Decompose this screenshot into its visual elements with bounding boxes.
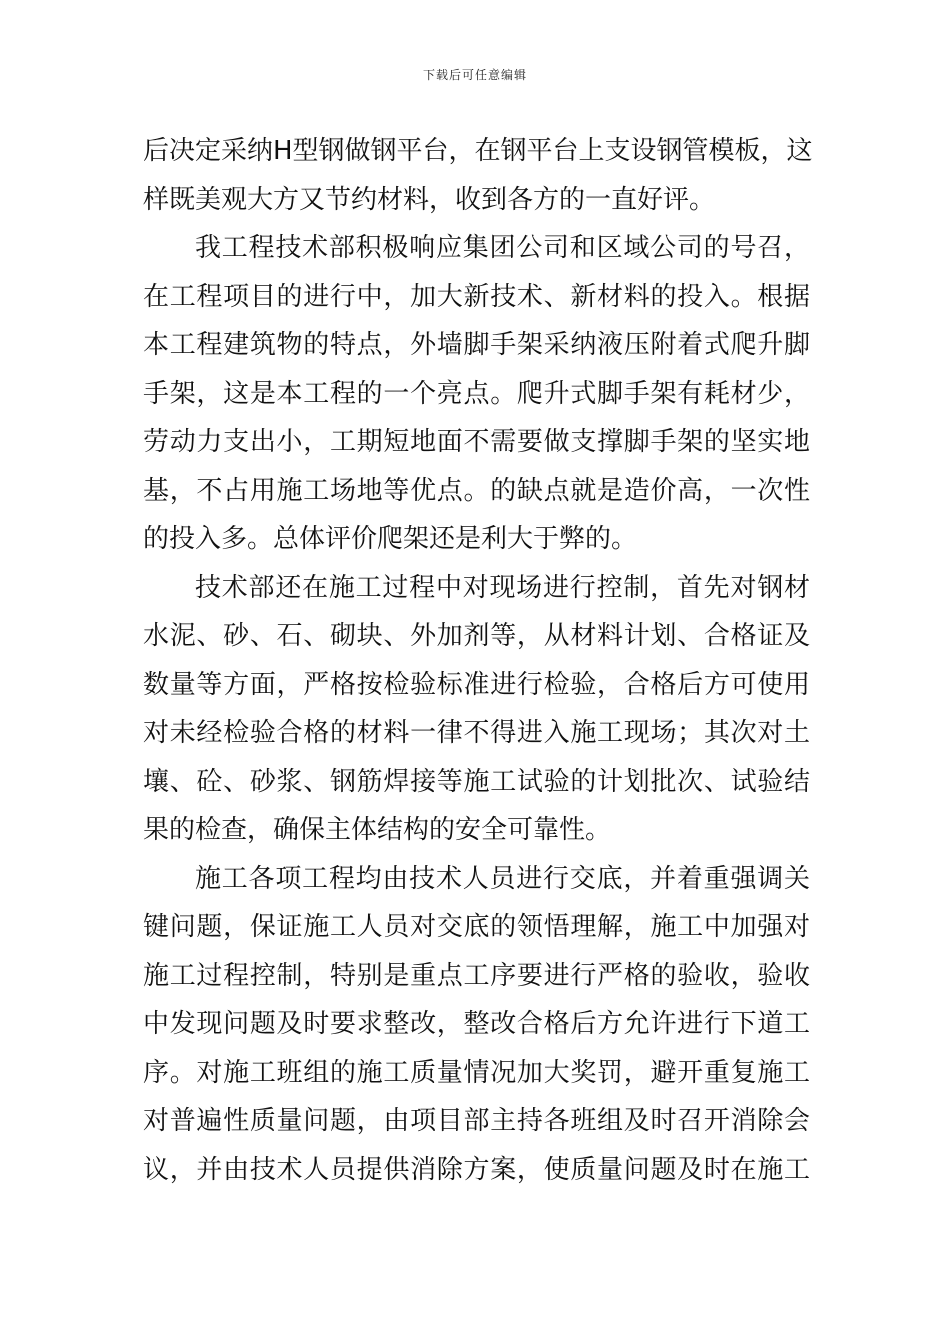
paragraph-2 bbox=[143, 224, 810, 564]
text-line: 果的检查，确保主体结构的安全可靠性。 bbox=[143, 815, 612, 845]
text-line: 后决定采纳H型钢做钢平台，在钢平台上支设钢管模板，这 bbox=[143, 136, 813, 166]
paragraph-3 bbox=[143, 564, 810, 855]
text-line: 手架，这是本工程的一个亮点。爬升式脚手架有耗材少， bbox=[143, 378, 810, 409]
text-line: 壤、砼、砂浆、钢筋焊接等施工试验的计划批次、试验结 bbox=[143, 766, 810, 797]
text-line: 劳动力支出小，工期短地面不需要做支撑脚手架的坚实地 bbox=[143, 427, 810, 457]
text-line: 在工程项目的进行中，加大新技术、新材料的投入。根据 bbox=[143, 281, 810, 312]
paragraph-1 bbox=[143, 127, 813, 224]
text-line: 我工程技术部积极响应集团公司和区域公司的号召， bbox=[195, 233, 810, 263]
text-line: 施工过程控制，特别是重点工序要进行严格的验收，验收 bbox=[143, 960, 810, 991]
document-body bbox=[143, 127, 813, 1194]
text-line: 样既美观大方又节约材料，收到各方的一直好评。 bbox=[143, 184, 716, 215]
text-line: 的投入多。总体评价爬架还是利大于弊的。 bbox=[143, 524, 638, 554]
page-header: 下载后可任意编辑 bbox=[422, 68, 527, 82]
paragraph-4 bbox=[143, 855, 810, 1195]
text-line: 技术部还在施工过程中对现场进行控制，首先对钢材 bbox=[195, 572, 810, 603]
text-line: 本工程建筑物的特点，外墙脚手架采纳液压附着式爬升脚 bbox=[143, 330, 810, 360]
text-line: 中发现问题及时要求整改，整改合格后方允许进行下道工 bbox=[143, 1009, 810, 1039]
text-line: 对未经检验合格的材料一律不得进入施工现场；其次对土 bbox=[143, 718, 810, 748]
text-line: 施工各项工程均由技术人员进行交底，并着重强调关 bbox=[195, 863, 810, 894]
text-line: 水泥、砂、石、砌块、外加剂等，从材料计划、合格证及 bbox=[143, 621, 810, 651]
text-line: 议，并由技术人员提供消除方案，使质量问题及时在施工 bbox=[143, 1154, 810, 1185]
text-line: 序。对施工班组的施工质量情况加大奖罚，避开重复施工 bbox=[143, 1057, 810, 1088]
text-line: 对普遍性质量问题，由项目部主持各班组及时召开消除会 bbox=[143, 1106, 810, 1136]
text-line: 键问题，保证施工人员对交底的领悟理解，施工中加强对 bbox=[143, 912, 810, 942]
text-line: 数量等方面，严格按检验标准进行检验，合格后方可使用 bbox=[143, 669, 810, 700]
text-line: 基，不占用施工场地等优点。的缺点就是造价高，一次性 bbox=[143, 475, 810, 506]
